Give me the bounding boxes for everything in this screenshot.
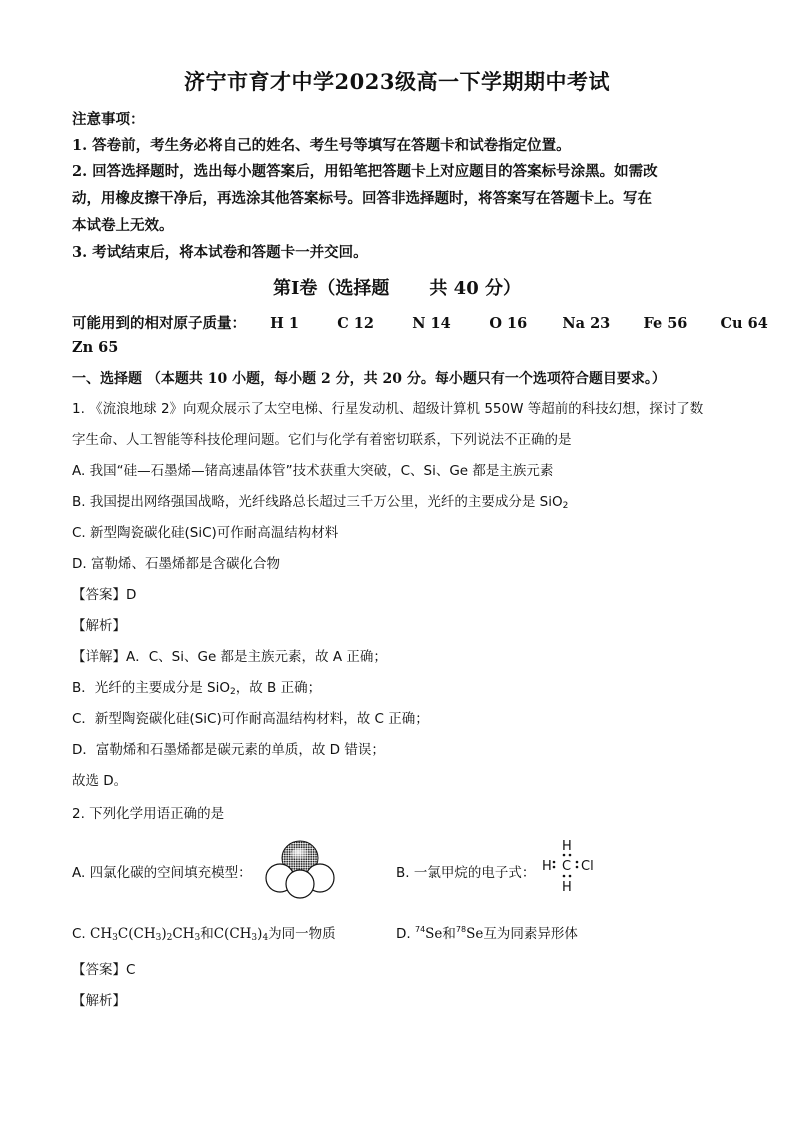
detail-tag: 【详解】 bbox=[72, 649, 126, 665]
f-sub: 3 bbox=[194, 933, 201, 943]
q1-conclusion: 故选 D。 bbox=[72, 773, 128, 789]
f-c: C bbox=[213, 926, 225, 942]
q1-detail-c: C．新型陶瓷碳化硅(SiC)可作耐高温结构材料，故 C 正确； bbox=[72, 711, 429, 727]
q1-analysis-tag: 【解析】 bbox=[72, 618, 126, 634]
atomic-mass-fe: Fe 56 bbox=[643, 315, 688, 332]
part-1-heading: 一、选择题 （本题共 10 小题，每小题 2 分，共 20 分。每小题只有一个选项符合题目要求。） bbox=[72, 371, 666, 387]
section-score: 共 40 分） bbox=[429, 278, 521, 299]
q2-option-c bbox=[72, 922, 336, 943]
q1-option-c: C. 新型陶瓷碳化硅(SiC)可作耐高温结构材料 bbox=[72, 525, 339, 541]
notice-item-1: 1. 答卷前，考生务必将自己的姓名、考生号等填写在答题卡和试卷指定位置。 bbox=[72, 137, 571, 154]
detail-text: A．C、Si、Ge 都是主族元素，故 A 正确； bbox=[126, 649, 387, 665]
chloromethane-electron-dot-formula bbox=[540, 836, 604, 896]
notice-item-3: 3. 考试结束后，将本试卷和答题卡一并交回。 bbox=[72, 244, 368, 261]
f-c: C bbox=[117, 926, 129, 942]
edot-h-top: H bbox=[562, 839, 572, 854]
f-ch: CH bbox=[133, 926, 156, 942]
f-sub: 3 bbox=[251, 933, 258, 943]
q2-option-a: A. 四氯化碳的空间填充模型： bbox=[72, 865, 252, 881]
option-c-label: C. bbox=[72, 926, 91, 942]
atomic-mass-row bbox=[72, 312, 768, 333]
q1-stem-line-2: 字生命、人工智能等科技伦理问题。它们与化学有着密切联系，下列说法不正确的是 bbox=[72, 432, 572, 448]
q2-option-b: B. 一氯甲烷的电子式： bbox=[396, 865, 536, 881]
detail-b-suffix: ，故 B 正确； bbox=[235, 680, 322, 696]
q1-detail-b bbox=[72, 676, 321, 697]
atomic-mass-o: O 16 bbox=[489, 315, 528, 332]
answer-tag: 【答案】 bbox=[72, 962, 126, 978]
q1-option-b-text: B. 我国提出网络强国战略，光纤线路总长超过三千万公里，光纤的主要成分是 SiO bbox=[72, 494, 563, 510]
notice-item-2-line-3: 本试卷上无效。 bbox=[72, 217, 174, 234]
f-sub: 2 bbox=[166, 933, 173, 943]
edot-c: C bbox=[562, 859, 572, 874]
detail-b-subscript: 2 bbox=[230, 687, 236, 697]
answer-value: C bbox=[126, 962, 136, 978]
edot-h-bottom: H bbox=[562, 880, 572, 895]
f-sub: 4 bbox=[262, 933, 269, 943]
q1-detail-d: D．富勒烯和石墨烯都是碳元素的单质，故 D 错误； bbox=[72, 742, 385, 758]
atomic-mass-c: C 12 bbox=[337, 315, 374, 332]
f-ch: CH bbox=[229, 926, 252, 942]
option-c-and: 和 bbox=[200, 926, 214, 942]
q1-option-b bbox=[72, 490, 568, 511]
f-sub: 3 bbox=[112, 933, 118, 943]
atomic-mass-n: N 14 bbox=[412, 315, 451, 332]
atomic-mass-h: H 1 bbox=[270, 315, 299, 332]
section-heading bbox=[0, 274, 794, 300]
q2-stem: 2. 下列化学用语正确的是 bbox=[72, 806, 225, 822]
answer-value: D bbox=[126, 587, 137, 603]
answer-tag: 【答案】 bbox=[72, 587, 126, 603]
element-se: Se bbox=[425, 926, 443, 942]
q2-answer bbox=[72, 958, 135, 978]
q2-analysis-tag: 【解析】 bbox=[72, 993, 126, 1009]
f-ch: CH bbox=[90, 926, 113, 942]
element-se: Se bbox=[466, 926, 484, 942]
exam-title: 济宁市育才中学2023级高一下学期期中考试 bbox=[184, 69, 610, 94]
option-d-and: 和 bbox=[442, 926, 456, 942]
option-d-label: D. bbox=[396, 926, 415, 942]
edot-h-left: H bbox=[542, 859, 552, 874]
notice-item-2-line-1: 2. 回答选择题时，选出每小题答案后，用铅笔把答题卡上对应题目的答案标号涂黑。如需改 bbox=[72, 163, 658, 180]
notice-heading: 注意事项： bbox=[72, 111, 145, 128]
formula-neopentane-condensed: $CH_3C(CH_3)_2CH_3$ bbox=[90, 926, 201, 943]
q1-option-a: A. 我国“硅—石墨烯—锗高速晶体管”技术获重大突破，C、Si、Ge 都是主族元素 bbox=[72, 463, 554, 479]
mass-number: 74 bbox=[414, 925, 426, 934]
f-sub: 3 bbox=[155, 933, 162, 943]
option-d-suffix: 互为同素异形体 bbox=[483, 926, 578, 942]
atomic-mass-na: Na 23 bbox=[562, 315, 611, 332]
atomic-mass-cu: Cu 64 bbox=[720, 315, 768, 332]
f-ch: CH bbox=[172, 926, 195, 942]
atomic-mass-label: 可能用到的相对原子质量： bbox=[72, 315, 246, 332]
mass-number: 78 bbox=[455, 925, 467, 934]
q1-answer bbox=[72, 583, 136, 603]
q1-stem-line-1: 1. 《流浪地球 2》向观众展示了太空电梯、行星发动机、超级计算机 550W 等超前的科技幻想，探讨了数 bbox=[72, 401, 704, 417]
detail-b-text: B．光纤的主要成分是 SiO bbox=[72, 680, 230, 696]
option-c-suffix: 为同一物质 bbox=[268, 926, 336, 942]
formula-tetramethylmethane: $C(CH_3)_4$ bbox=[213, 926, 269, 943]
q2-option-d bbox=[396, 922, 578, 942]
notice-item-2-line-2: 动，用橡皮擦干净后，再选涂其他答案标号。回答非选择题时，将答案写在答题卡上。写在 bbox=[72, 190, 652, 207]
ccl4-space-filling-model bbox=[262, 834, 338, 900]
section-title: 第Ⅰ卷（选择题 bbox=[272, 278, 390, 299]
atomic-mass-zn: Zn 65 bbox=[72, 339, 119, 356]
q1-option-d: D. 富勒烯、石墨烯都是含碳化合物 bbox=[72, 556, 280, 572]
q1-option-b-subscript: 2 bbox=[562, 501, 569, 511]
edot-cl: Cl bbox=[581, 859, 594, 874]
q1-detail-a bbox=[72, 645, 387, 665]
